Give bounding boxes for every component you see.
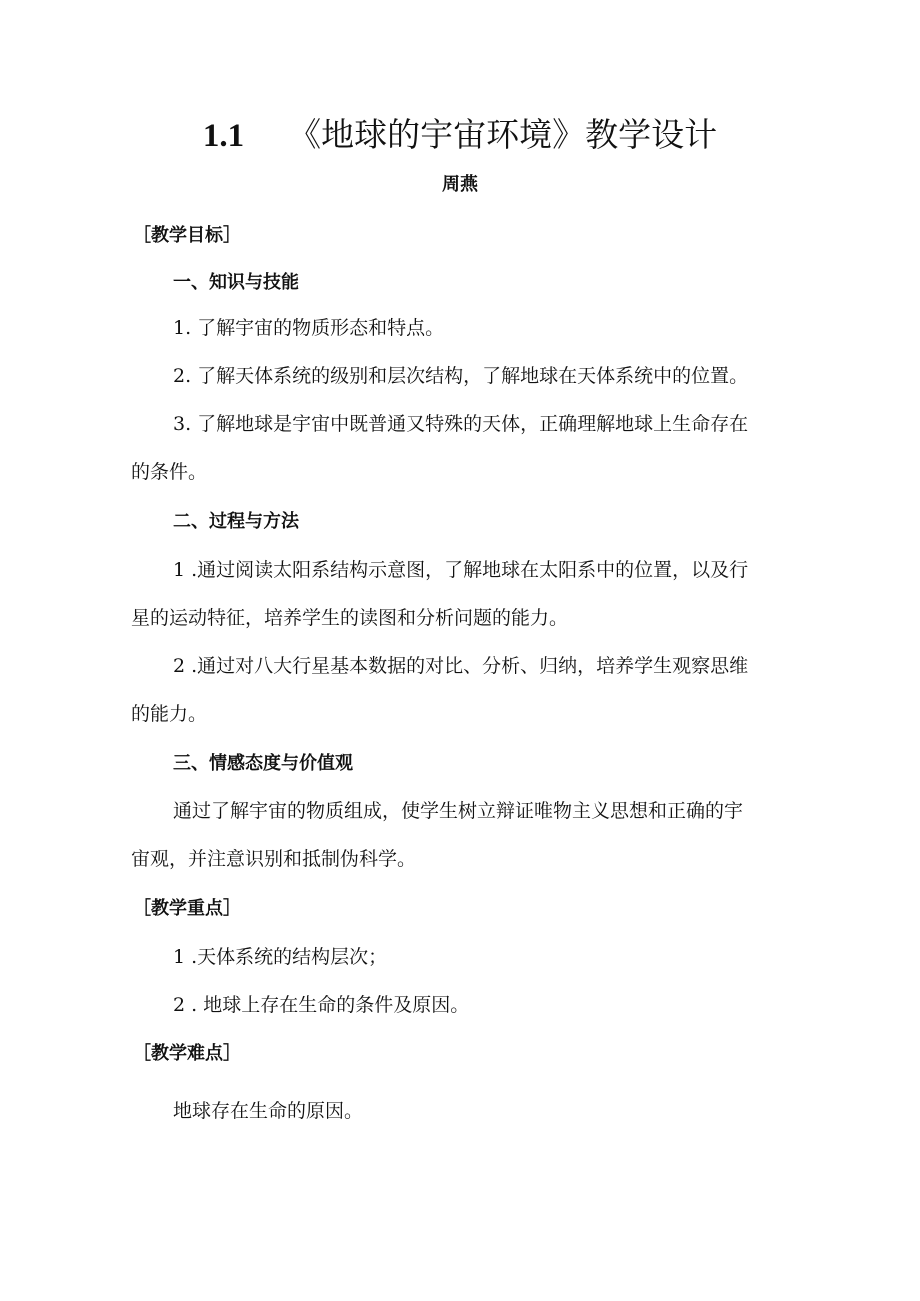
process-heading: 二、过程与方法 xyxy=(173,511,299,532)
knowledge-item-3-line-2: 的条件。 xyxy=(131,461,208,483)
title-text: 《地球的宇宙环境》教学设计 xyxy=(288,115,718,154)
process-item-2-line-2: 的能力。 xyxy=(131,703,208,725)
difficult-points-heading: ［教学难点］ xyxy=(133,1043,241,1064)
knowledge-item-2: 2. 了解天体系统的级别和层次结构，了解地球在天体系统中的位置。 xyxy=(173,365,749,387)
process-item-1-line-1: 1 .通过阅读太阳系结构示意图，了解地球在太阳系中的位置，以及行 xyxy=(173,559,749,581)
objectives-heading: ［教学目标］ xyxy=(133,225,241,246)
key-point-1: 1 .天体系统的结构层次； xyxy=(173,946,388,968)
title-number: 1.1 xyxy=(202,118,245,154)
emotion-line-2: 宙观，并注意识别和抵制伪科学。 xyxy=(131,848,417,870)
difficult-point-1: 地球存在生命的原因。 xyxy=(173,1100,364,1122)
process-item-2-line-1: 2 .通过对八大行星基本数据的对比、分析、归纳，培养学生观察思维 xyxy=(173,655,749,677)
author-name: 周燕 xyxy=(442,174,478,195)
knowledge-item-1: 1. 了解宇宙的物质形态和特点。 xyxy=(173,317,445,339)
knowledge-heading: 一、知识与技能 xyxy=(173,272,299,293)
emotion-heading: 三、情感态度与价值观 xyxy=(173,753,353,774)
knowledge-item-3-line-1: 3. 了解地球是宇宙中既普通又特殊的天体，正确理解地球上生命存在 xyxy=(173,413,749,435)
emotion-line-1: 通过了解宇宙的物质组成，使学生树立辩证唯物主义思想和正确的宇 xyxy=(173,800,744,822)
key-points-heading: ［教学重点］ xyxy=(133,898,241,919)
process-item-1-line-2: 星的运动特征，培养学生的读图和分析问题的能力。 xyxy=(131,607,569,629)
document-title xyxy=(0,112,920,159)
key-point-2: 2 . 地球上存在生命的条件及原因。 xyxy=(173,994,470,1016)
